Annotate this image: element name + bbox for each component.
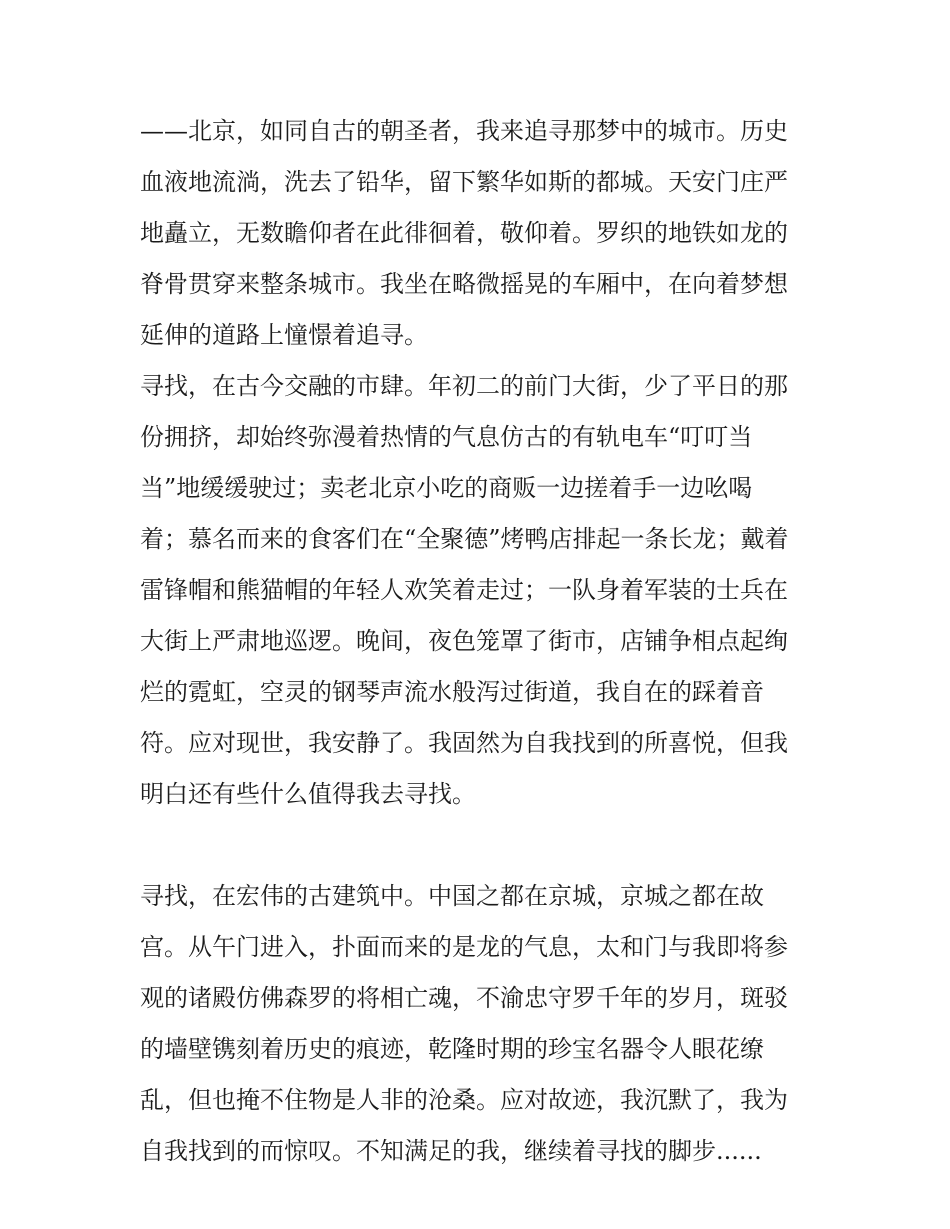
text-line: 自我找到的而惊叹。不知满足的我，继续着寻找的脚步...... xyxy=(140,1137,762,1165)
text-line: 观的诸殿仿佛森罗的将相亡魂，不渝忠守罗千年的岁月，斑驳 xyxy=(140,984,788,1012)
text-line: 延伸的道路上憧憬着追寻。 xyxy=(140,321,428,349)
text-line: 符。应对现世，我安静了。我固然为自我找到的所喜悦，但我 xyxy=(140,729,788,757)
text-line: 份拥挤，却始终弥漫着热情的气息仿古的有轨电车“叮叮当 xyxy=(140,423,753,451)
text-line: ——北京，如同自古的朝圣者，我来追寻那梦中的城市。历史 xyxy=(140,117,788,145)
text-line: 宫。从午门进入，扑面而来的是龙的气息，太和门与我即将参 xyxy=(140,933,788,961)
text-line: 着；慕名而来的食客们在“全聚德”烤鸭店排起一条长龙；戴着 xyxy=(140,525,789,553)
paragraph-1 xyxy=(140,106,820,361)
text-line: 明白还有些什么值得我去寻找。 xyxy=(140,780,476,808)
text-line: 脊骨贯穿来整条城市。我坐在略微摇晃的车厢中，在向着梦想 xyxy=(140,270,788,298)
text-line: 血液地流淌，洗去了铅华，留下繁华如斯的都城。天安门庄严 xyxy=(140,168,788,196)
text-line: 大街上严肃地巡逻。晚间，夜色笼罩了街市，店铺争相点起绚 xyxy=(140,627,788,655)
paragraph-2 xyxy=(140,361,820,871)
text-line: 寻找，在宏伟的古建筑中。中国之都在京城，京城之都在故 xyxy=(140,882,764,910)
text-line: 寻找，在古今交融的市肆。年初二的前门大街，少了平日的那 xyxy=(140,372,788,400)
essay-body xyxy=(140,106,820,1177)
paragraph-3 xyxy=(140,871,820,1177)
text-line: 乱，但也掩不住物是人非的沧桑。应对故迹，我沉默了，我为 xyxy=(140,1086,788,1114)
text-line: 的墙壁镌刻着历史的痕迹，乾隆时期的珍宝名器令人眼花缭 xyxy=(140,1035,764,1063)
text-line xyxy=(140,820,820,871)
text-line: 地矗立，无数瞻仰者在此徘徊着，敬仰着。罗织的地铁如龙的 xyxy=(140,219,788,247)
text-line: 烂的霓虹，空灵的钢琴声流水般泻过街道，我自在的踩着音 xyxy=(140,678,764,706)
text-line: 当”地缓缓驶过；卖老北京小吃的商贩一边搓着手一边吆喝 xyxy=(140,474,753,502)
text-line: 雷锋帽和熊猫帽的年轻人欢笑着走过；一队身着军装的士兵在 xyxy=(140,576,788,604)
